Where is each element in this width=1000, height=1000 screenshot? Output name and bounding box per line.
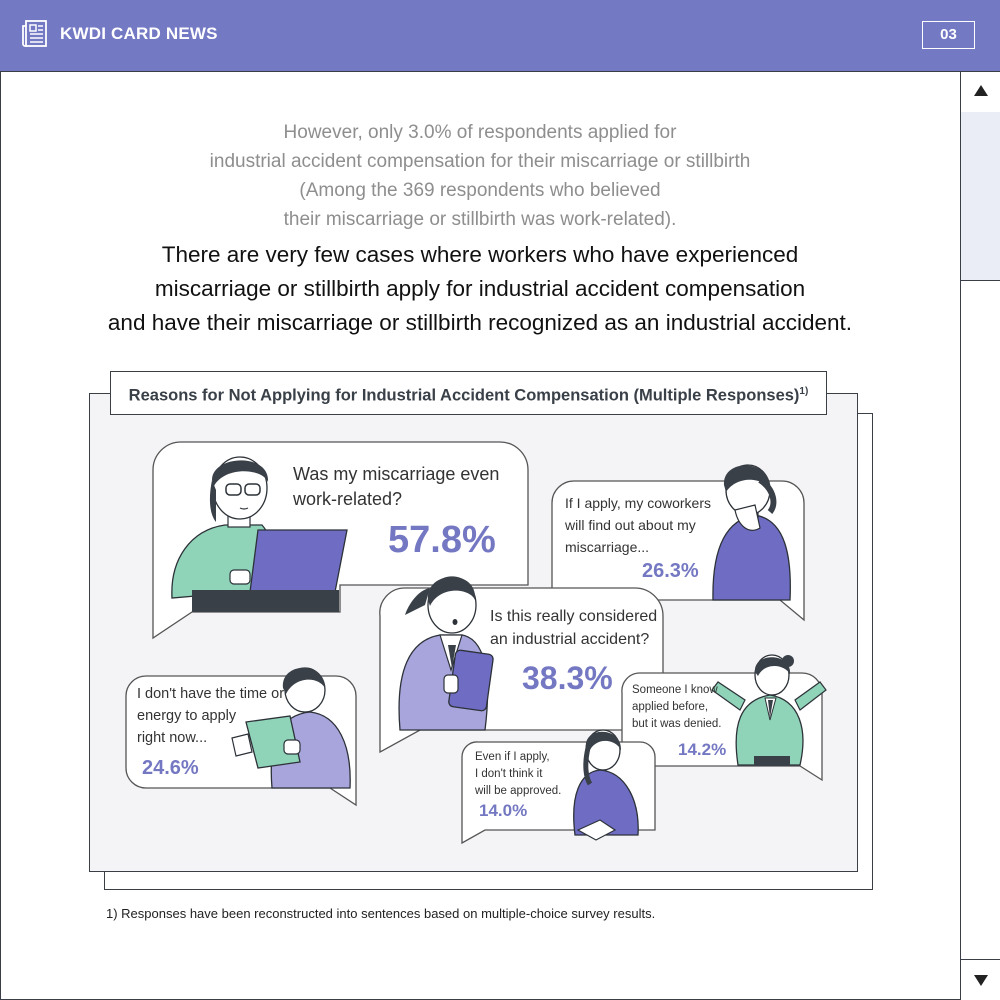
reason-line: Even if I apply, bbox=[475, 751, 550, 763]
headline-line: miscarriage or stillbirth apply for industrial accident compensation bbox=[154, 276, 806, 301]
reason-value-6: 14.0% bbox=[479, 801, 528, 820]
reason-line: miscarriage... bbox=[565, 539, 650, 555]
intro-line: (Among the 369 respondents who believed bbox=[299, 180, 661, 201]
reason-line: I don't think it bbox=[475, 768, 543, 780]
reason-value-1: 57.8% bbox=[388, 519, 496, 561]
footnote-mark: 1) bbox=[799, 386, 809, 397]
reason-text-4 bbox=[137, 683, 284, 749]
reason-text-6 bbox=[475, 749, 561, 800]
reason-line: If I apply, my coworkers bbox=[565, 495, 712, 511]
reason-line: but it was denied. bbox=[632, 718, 722, 730]
reason-line: work-related? bbox=[293, 489, 403, 509]
reason-value-5: 14.2% bbox=[678, 740, 727, 759]
reason-line: Someone I know bbox=[632, 684, 718, 696]
reason-line: I don't have the time or bbox=[137, 686, 285, 702]
reason-line: energy to apply bbox=[137, 708, 237, 724]
headline-line: There are very few cases where workers who have experienced bbox=[161, 242, 799, 267]
card-title-text: Reasons for Not Applying for Industrial Accident Compensation (Multiple Responses) bbox=[128, 386, 800, 405]
headline-line: and have their miscarriage or stillbirth recognized as an industrial accident. bbox=[107, 310, 853, 335]
reason-value-3: 38.3% bbox=[522, 660, 613, 696]
intro-line: their miscarriage or stillbirth was work-related). bbox=[283, 209, 677, 230]
reason-line: will be approved. bbox=[475, 785, 562, 797]
reason-text-3 bbox=[490, 605, 657, 651]
page-number-badge: 03 bbox=[922, 21, 975, 49]
reason-line: right now... bbox=[137, 730, 208, 746]
reason-line: Was my miscarriage even bbox=[293, 464, 500, 484]
reason-text-5 bbox=[632, 682, 722, 733]
reason-value-2: 26.3% bbox=[642, 560, 699, 582]
header-title: KWDI CARD NEWS bbox=[60, 24, 218, 43]
intro-line: However, only 3.0% of respondents applied for bbox=[283, 122, 677, 143]
reason-line: will find out about my bbox=[565, 517, 696, 533]
reason-line: applied before, bbox=[632, 701, 709, 713]
reason-line: Is this really considered bbox=[490, 608, 658, 625]
reason-line: an industrial accident? bbox=[490, 631, 650, 648]
reason-text-1 bbox=[293, 462, 499, 512]
footnote: 1) Responses have been reconstructed into sentences based on multiple-choice survey results. bbox=[106, 906, 656, 921]
reason-text-2 bbox=[565, 492, 711, 558]
intro-line: industrial accident compensation for their miscarriage or stillbirth bbox=[209, 151, 751, 172]
reason-value-4: 24.6% bbox=[142, 757, 199, 779]
